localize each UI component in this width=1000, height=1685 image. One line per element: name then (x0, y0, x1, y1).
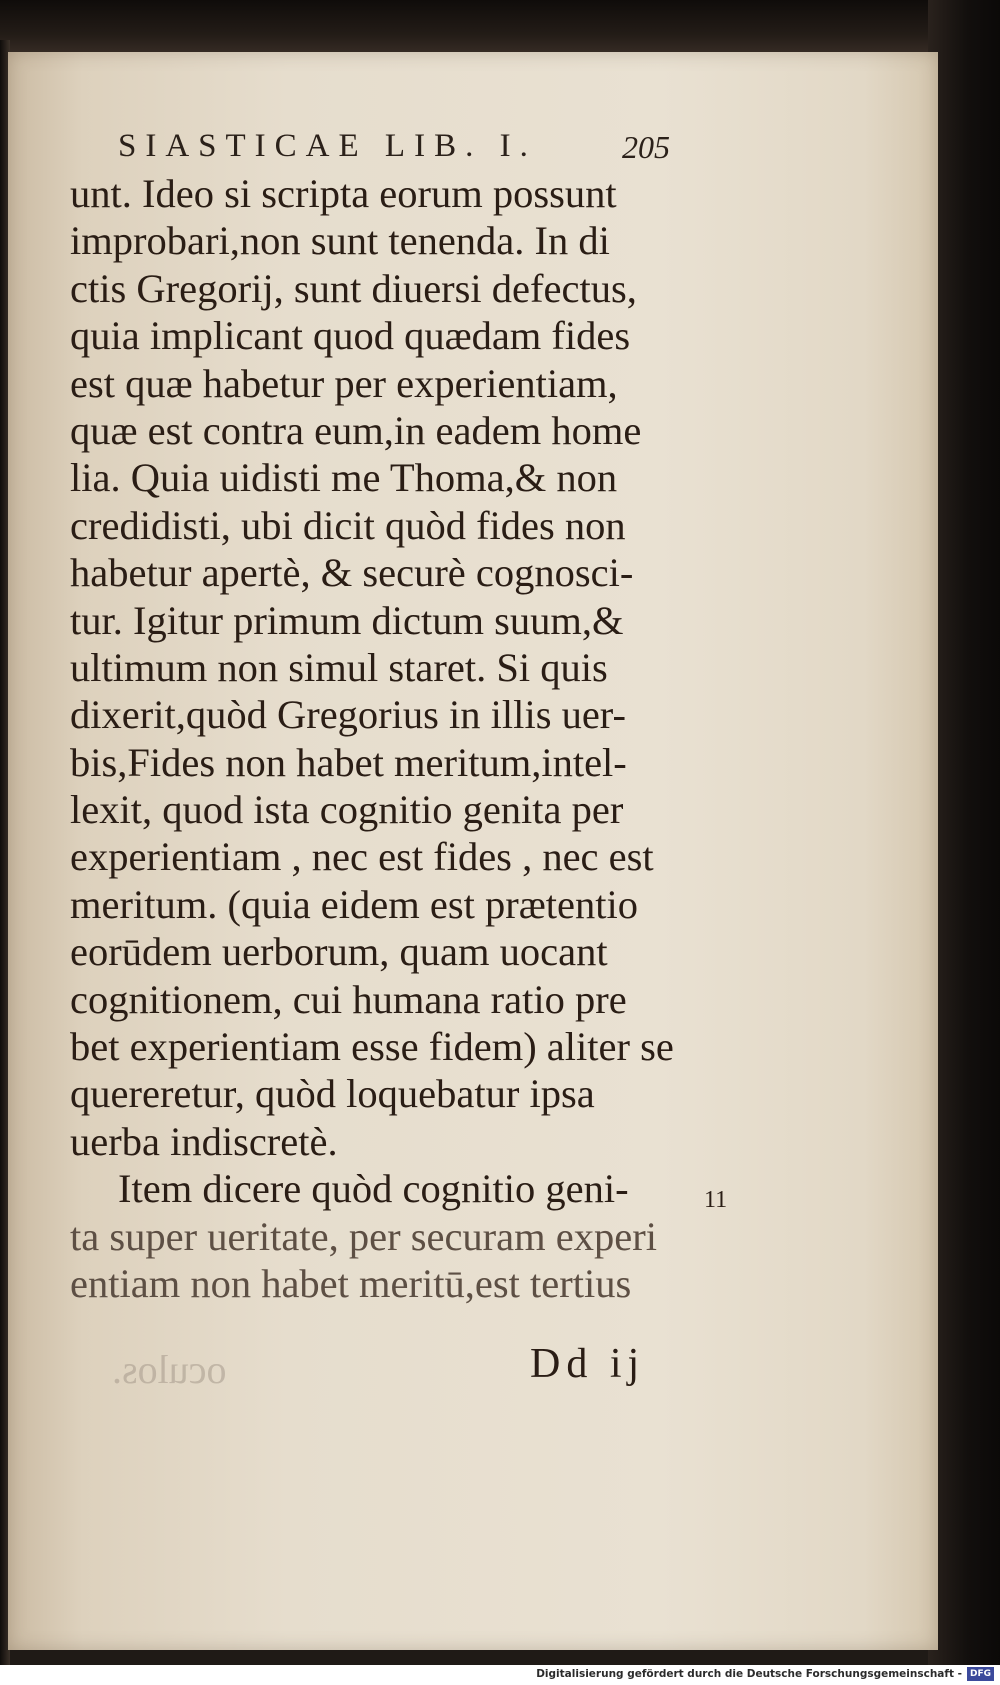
show-through-bleed: oculos. (112, 1347, 227, 1392)
text-line: ctis Gregorij, sunt diuersi defectus, (70, 265, 637, 311)
text-line: lexit, quod ista cognitio genita per (70, 787, 624, 833)
text-line: eorūdem uerborum, quam uocant (70, 929, 608, 975)
text-line: unt. Ideo si scripta eorum possunt (70, 171, 617, 216)
funding-credit: Digitalisierung gefördert durch die Deutsche Forschungsgemeinschaft - (536, 1668, 962, 1680)
book-binding-edge (928, 0, 1000, 1665)
text-line: tur. Igitur primum dictum suum,& (70, 597, 624, 643)
text-line: quia implicant quod quædam fides (70, 313, 631, 359)
text-line: meritum. (quia eidem est prætentio (70, 881, 638, 927)
text-line: ta super ueritate, per securam experi (70, 1213, 657, 1259)
running-head: SIASTICAE LIB. I. (118, 128, 537, 164)
text-line: quæ est contra eum,in eadem home (70, 407, 642, 453)
text-line: lia. Quia uidisti me Thoma,& non (70, 455, 618, 501)
text-line: est quæ habetur per experientiam, (70, 360, 618, 406)
text-line: uerba indiscretè. (70, 1118, 338, 1164)
text-line: quereretur, quòd loquebatur ipsa (70, 1071, 595, 1117)
text-line: improbari,non sunt tenenda. In di (70, 218, 610, 264)
text-line: entiam non habet meritū,est tertius (70, 1260, 632, 1306)
text-line: bet experientiam esse fidem) aliter se (70, 1024, 674, 1070)
scan-top-shadow (0, 0, 1000, 58)
text-line: cognitionem, cui humana ratio pre (70, 976, 627, 1022)
text-line: credidisti, ubi dicit quòd fides non (70, 502, 626, 548)
signature-mark: Dd ij (530, 1341, 646, 1387)
text-line: habetur apertè, & securè cognosci- (70, 550, 634, 596)
body-text (70, 170, 710, 1307)
page-number: 205 (622, 129, 670, 165)
text-line: experientiam , nec est fides , nec est (70, 834, 654, 880)
text-line: ultimum non simul staret. Si quis (70, 644, 608, 690)
text-line: dixerit,quòd Gregorius in illis uer- (70, 692, 626, 738)
text-line: Item dicere quòd cognitio geni- (118, 1166, 629, 1212)
text-line: bis,Fides non habet meritum,intel- (70, 739, 627, 785)
margin-note: 11 (704, 1187, 728, 1213)
dfg-logo: DFG (967, 1667, 994, 1681)
